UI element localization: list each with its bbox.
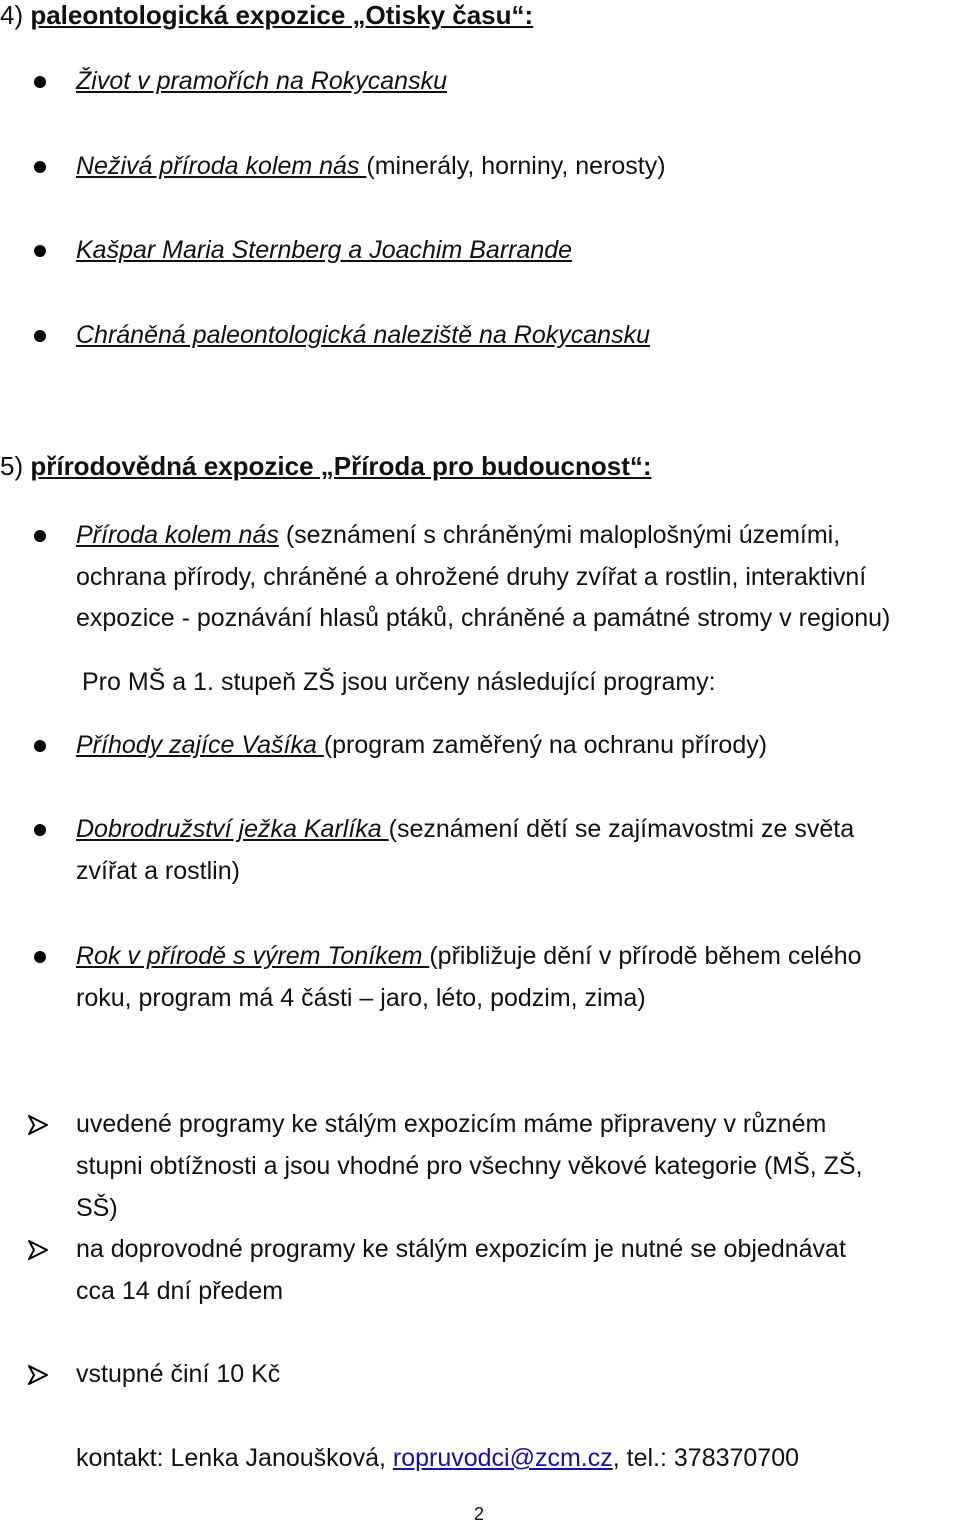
note-line: uvedené programy ke stálým expozicím máme připraveny v různém — [76, 1110, 827, 1138]
bullet-icon — [34, 76, 46, 88]
contact-line: kontakt: Lenka Janoušková, ropruvodci@zcm.cz, tel.: 378370700 — [76, 1444, 800, 1472]
section-4-heading — [0, 2, 533, 28]
list-item: Rok v přírodě s výrem Toníkem (přibližuje dění v přírodě během celého — [76, 942, 862, 970]
bullet-icon — [34, 951, 46, 963]
list-item-continuation: ochrana přírody, chráněné a ohrožené druhy zvířat a rostlin, interaktivní — [76, 563, 867, 591]
section-4-number: 4) — [0, 0, 31, 30]
bullet-icon — [34, 530, 46, 542]
list-item: Dobrodružství ježka Karlíka (seznámení dětí se zajímavostmi ze světa — [76, 815, 855, 843]
list-item-continuation: zvířat a rostlin) — [76, 857, 240, 885]
bullet-icon — [34, 740, 46, 752]
arrow-bullet-icon — [26, 1113, 50, 1137]
arrow-bullet-icon — [26, 1363, 50, 1387]
section-5-number: 5) — [0, 451, 31, 481]
list-item: Příroda kolem nás (seznámení s chráněnými maloplošnými územími, — [76, 521, 841, 549]
email-link[interactable]: ropruvodci@zcm.cz — [392, 1444, 613, 1472]
programs-intro: Pro MŠ a 1. stupeň ZŠ jsou určeny následující programy: — [82, 668, 716, 696]
list-item-continuation: expozice - poznávání hlasů ptáků, chráněné a památné stromy v regionu) — [76, 604, 891, 632]
list-item: Příhody zajíce Vašíka (program zaměřený na ochranu přírody) — [76, 731, 768, 759]
list-item: Kašpar Maria Sternberg a Joachim Barrande — [76, 236, 573, 264]
section-5-title: přírodovědná expozice „Příroda pro budoucnost“: — [30, 451, 652, 481]
bullet-icon — [34, 161, 46, 173]
note-line: stupni obtížnosti a jsou vhodné pro všechny věkové kategorie (MŠ, ZŠ, — [76, 1152, 863, 1180]
list-item: Neživá příroda kolem nás (minerály, horniny, nerosty) — [76, 152, 666, 180]
list-item-continuation: roku, program má 4 části – jaro, léto, podzim, zima) — [76, 984, 646, 1012]
page-number: 2 — [474, 1504, 485, 1524]
note-line: cca 14 dní předem — [76, 1277, 284, 1305]
note-line: na doprovodné programy ke stálým expozicím je nutné se objednávat — [76, 1235, 846, 1263]
bullet-icon — [34, 245, 46, 257]
note-line: vstupné činí 10 Kč — [76, 1360, 281, 1388]
note-line: SŠ) — [76, 1194, 118, 1222]
section-4-title: paleontologická expozice „Otisky času“: — [30, 0, 534, 30]
bullet-icon — [34, 824, 46, 836]
list-item: Chráněná paleontologická naleziště na Rokycansku — [76, 321, 650, 349]
section-5-heading — [0, 453, 652, 479]
bullet-icon — [34, 330, 46, 342]
arrow-bullet-icon — [26, 1238, 50, 1262]
list-item: Život v pramořích na Rokycansku — [76, 67, 447, 95]
